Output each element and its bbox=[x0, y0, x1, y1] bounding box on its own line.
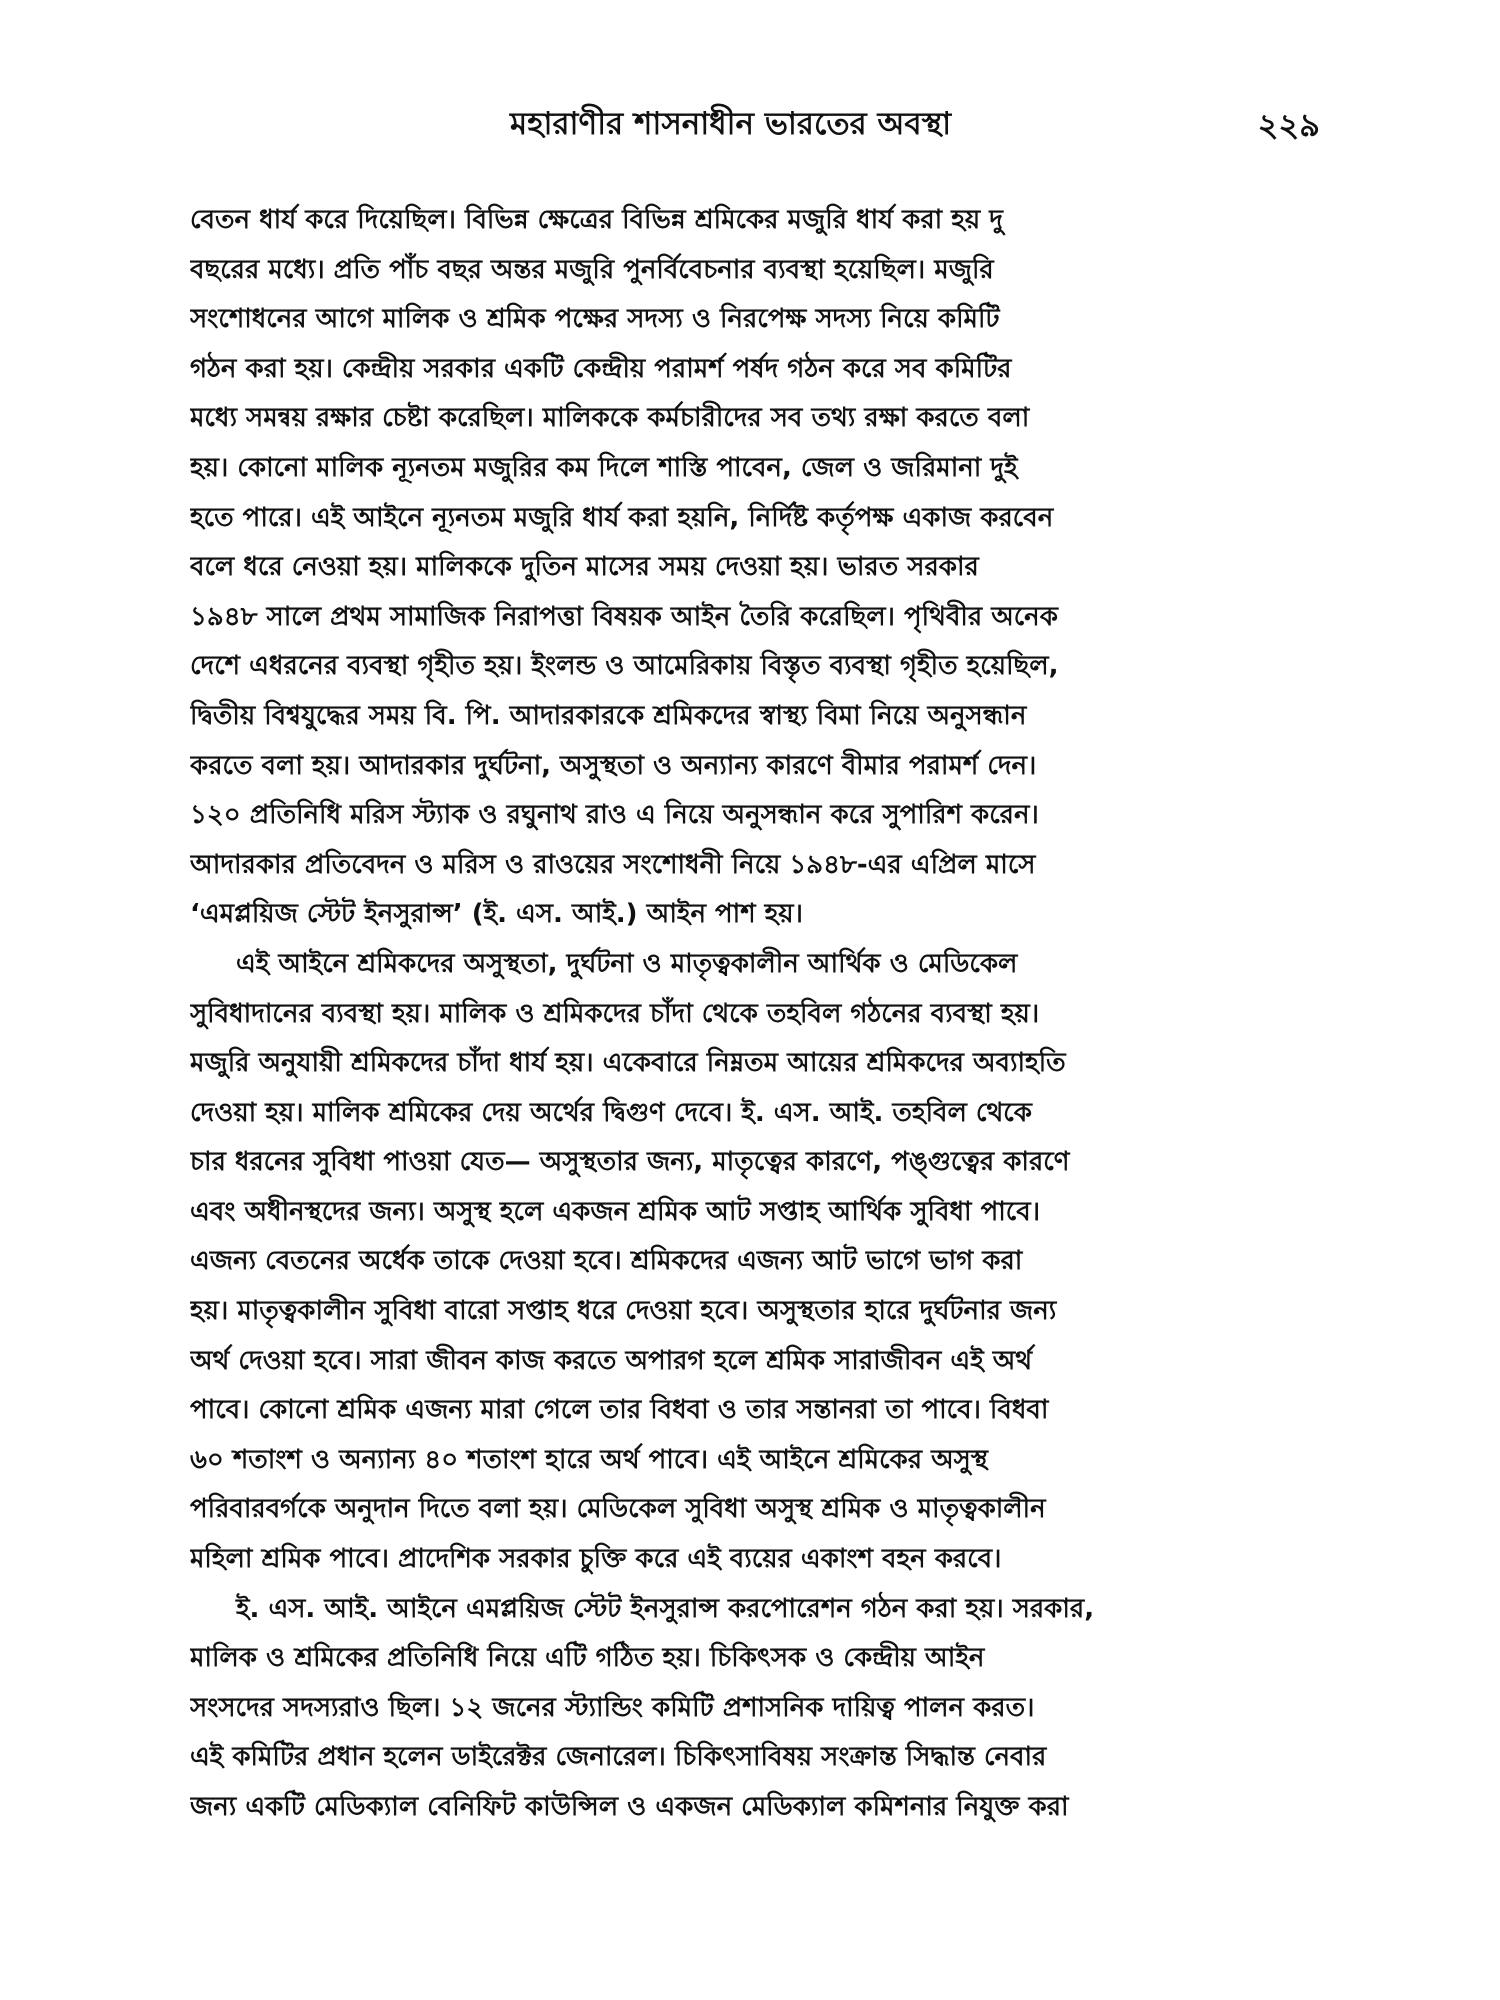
text-line: মহিলা শ্রমিক পাবে। প্রাদেশিক সরকার চুক্তি করে এই ব্যয়ের একাংশ বহন করবে। bbox=[190, 1544, 1002, 1575]
page-header bbox=[190, 100, 1320, 160]
text-line: দেওয়া হয়। মালিক শ্রমিকের দেয় অর্থের দ্বিগুণ দেবে। ই. এস. আই. তহবিল থেকে bbox=[190, 1097, 1032, 1128]
page-number: ২২৯ bbox=[1257, 106, 1320, 144]
text-line: হতে পারে। এই আইনে ন্যূনতম মজুরি ধার্য করা হয়নি, নির্দিষ্ট কর্তৃপক্ষ একাজ করবেন bbox=[190, 502, 1054, 533]
text-line: এবং অধীনস্থদের জন্য। অসুস্থ হলে একজন শ্রমিক আট সপ্তাহ আর্থিক সুবিধা পাবে। bbox=[190, 1196, 1041, 1227]
text-line: করতে বলা হয়। আদারকার দুর্ঘটনা, অসুস্থতা ও অন্যান্য কারণে বীমার পরামর্শ দেন। bbox=[190, 750, 1037, 781]
text-line: চার ধরনের সুবিধা পাওয়া যেত— অসুস্থতার জন্য, মাতৃত্বের কারণে, পঙ্গুত্বের কারণে bbox=[190, 1147, 1070, 1178]
text-line: বছরের মধ্যে। প্রতি পাঁচ বছর অন্তর মজুরি পুনর্বিবেচনার ব্যবস্থা হয়েছিল। মজুরি bbox=[190, 254, 994, 285]
text-line: মজুরি অনুযায়ী শ্রমিকদের চাঁদা ধার্য হয়। একেবারে নিম্নতম আয়ের শ্রমিকদের অব্যাহতি bbox=[190, 1048, 1066, 1079]
text-line: দ্বিতীয় বিশ্বযুদ্ধের সময় বি. পি. আদারকারকে শ্রমিকদের স্বাস্থ্য বিমা নিয়ে অনুসন্ধান bbox=[190, 700, 1027, 731]
text-line: ৬০ শতাংশ ও অন্যান্য ৪০ শতাংশ হারে অর্থ পাবে। এই আইনে শ্রমিকের অসুস্থ bbox=[190, 1444, 988, 1475]
paragraph-start-line: ই. এস. আই. আইনে এমপ্লয়িজ স্টেট ইনসুরান্স করপোরেশন গঠন করা হয়। সরকার, bbox=[236, 1593, 1095, 1624]
text-line: হয়। কোনো মালিক ন্যূনতম মজুরির কম দিলে শাস্তি পাবেন, জেল ও জরিমানা দুই bbox=[190, 452, 1018, 483]
text-line: ১৯৪৮ সালে প্রথম সামাজিক নিরাপত্তা বিষয়ক আইন তৈরি করেছিল। পৃথিবীর অনেক bbox=[190, 601, 1058, 632]
text-line: মধ্যে সমন্বয় রক্ষার চেষ্টা করেছিল। মালিককে কর্মচারীদের সব তথ্য রক্ষা করতে বলা bbox=[190, 403, 1030, 434]
text-line: সংশোধনের আগে মালিক ও শ্রমিক পক্ষের সদস্য ও নিরপেক্ষ সদস্য নিয়ে কমিটি bbox=[190, 304, 1000, 335]
text-line: পাবে। কোনো শ্রমিক এজন্য মারা গেলে তার বিধবা ও তার সন্তানরা তা পাবে। বিধবা bbox=[190, 1395, 1049, 1426]
text-line: পরিবারবর্গকে অনুদান দিতে বলা হয়। মেডিকেল সুবিধা অসুস্থ শ্রমিক ও মাতৃত্বকালীন bbox=[190, 1494, 1046, 1525]
text-line: এই কমিটির প্রধান হলেন ডাইরেক্টর জেনারেল। চিকিৎসাবিষয় সংক্রান্ত সিদ্ধান্ত নেবার bbox=[190, 1742, 1047, 1773]
paragraph-start-line: এই আইনে শ্রমিকদের অসুস্থতা, দুর্ঘটনা ও মাতৃত্বকালীন আর্থিক ও মেডিকেল bbox=[236, 948, 1018, 979]
text-line: এজন্য বেতনের অর্ধেক তাকে দেওয়া হবে। শ্রমিকদের এজন্য আট ভাগে ভাগ করা bbox=[190, 1246, 1023, 1277]
text-line: বলে ধরে নেওয়া হয়। মালিককে দুতিন মাসের সময় দেওয়া হয়। ভারত সরকার bbox=[190, 552, 979, 583]
text-line: অর্থ দেওয়া হবে। সারা জীবন কাজ করতে অপারগ হলে শ্রমিক সারাজীবন এই অর্থ bbox=[190, 1345, 1033, 1376]
text-line: মালিক ও শ্রমিকের প্রতিনিধি নিয়ে এটি গঠিত হয়। চিকিৎসক ও কেন্দ্রীয় আইন bbox=[190, 1643, 985, 1674]
text-line: ১২০ প্রতিনিধি মরিস স্ট্যাক ও রঘুনাথ রাও এ নিয়ে অনুসন্ধান করে সুপারিশ করেন। bbox=[190, 800, 1039, 831]
body-text bbox=[190, 196, 1285, 1833]
text-line: আদারকার প্রতিবেদন ও মরিস ও রাওয়ের সংশোধনী নিয়ে ১৯৪৮-এর এপ্রিল মাসে bbox=[190, 849, 1036, 880]
running-title: মহারাণীর শাসনাধীন ভারতের অবস্থা bbox=[510, 106, 952, 142]
text-line: দেশে এধরনের ব্যবস্থা গৃহীত হয়। ইংলন্ড ও আমেরিকায় বিস্তৃত ব্যবস্থা গৃহীত হয়েছিল, bbox=[190, 651, 1059, 682]
text-line: সংসদের সদস্যরাও ছিল। ১২ জনের স্ট্যান্ডিং কমিটি প্রশাসনিক দায়িত্ব পালন করত। bbox=[190, 1692, 1035, 1723]
text-line: জন্য একটি মেডিক্যাল বেনিফিট কাউন্সিল ও একজন মেডিক্যাল কমিশনার নিযুক্ত করা bbox=[190, 1792, 1069, 1822]
text-line: ‘এমপ্লয়িজ স্টেট ইনসুরান্স’ (ই. এস. আই.) আইন পাশ হয়। bbox=[190, 899, 803, 930]
text-line: হয়। মাতৃত্বকালীন সুবিধা বারো সপ্তাহ ধরে দেওয়া হবে। অসুস্থতার হারে দুর্ঘটনার জন্য bbox=[190, 1296, 1057, 1327]
text-line: সুবিধাদানের ব্যবস্থা হয়। মালিক ও শ্রমিকদের চাঁদা থেকে তহবিল গঠনের ব্যবস্থা হয়। bbox=[190, 998, 1040, 1029]
text-line: বেতন ধার্য করে দিয়েছিল। বিভিন্ন ক্ষেত্রের বিভিন্ন শ্রমিকের মজুরি ধার্য করা হয় দু bbox=[190, 205, 1003, 235]
text-line: গঠন করা হয়। কেন্দ্রীয় সরকার একটি কেন্দ্রীয় পরামর্শ পর্ষদ গঠন করে সব কমিটির bbox=[190, 353, 1012, 384]
